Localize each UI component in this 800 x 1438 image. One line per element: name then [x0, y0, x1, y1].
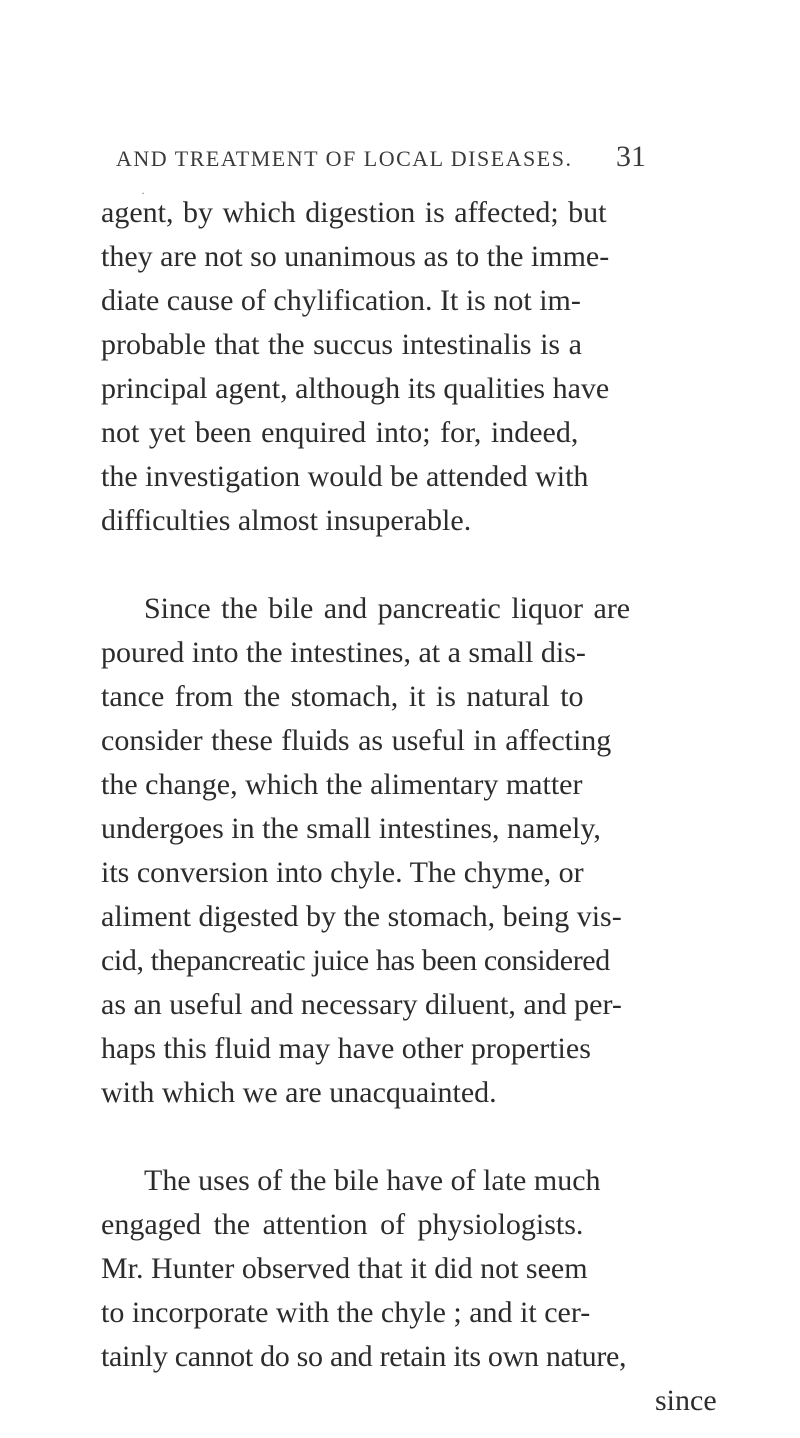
running-title: AND TREATMENT OF LOCAL DISEASES. [116, 146, 573, 171]
text-line: cid, thepancreatic juice has been considered [101, 944, 610, 977]
text-line: principal agent, although its qualities have [101, 372, 610, 405]
text-line: undergoes in the small intestines, namely, [101, 812, 601, 845]
text-line: haps this fluid may have other properties [101, 1032, 591, 1065]
text-line: to incorporate with the chyle ; and it cer- [101, 1296, 591, 1329]
text-line: tainly cannot do so and retain its own nature, [101, 1340, 627, 1373]
running-header [0, 140, 800, 180]
ink-speck-mark: · [141, 186, 145, 200]
text-line: the investigation would be attended with [101, 460, 589, 493]
text-line: The uses of the bile have of late much [144, 1164, 601, 1197]
page-number: 31 [616, 140, 646, 173]
text-line: with which we are unacquainted. [101, 1076, 497, 1109]
text-line: Mr. Hunter observed that it did not seem [101, 1252, 588, 1285]
text-line: Since the bile and pancreatic liquor are [144, 592, 631, 625]
text-line: probable that the succus intestinalis is a [101, 328, 582, 361]
text-line: poured into the intestines, at a small dis- [101, 636, 586, 669]
text-line: tance from the stomach, it is natural to [101, 680, 584, 713]
text-line: difficulties almost insuperable. [101, 504, 472, 537]
text-line: as an useful and necessary diluent, and per- [101, 988, 622, 1021]
text-line: not yet been enquired into; for, indeed, [101, 416, 579, 449]
text-line: aliment digested by the stomach, being vis- [101, 900, 622, 933]
text-line: the change, which the alimentary matter [101, 768, 583, 801]
text-line: its conversion into chyle. The chyme, or [101, 856, 584, 889]
text-line: diate cause of chylification. It is not im- [101, 284, 581, 317]
text-line: engaged the attention of physiologists. [101, 1208, 584, 1241]
text-line: they are not so unanimous as to the imme- [101, 240, 610, 273]
catchword: since [655, 1384, 717, 1417]
text-line: agent, by which digestion is affected; but [101, 196, 607, 229]
text-line: consider these fluids as useful in affecting [101, 724, 612, 757]
